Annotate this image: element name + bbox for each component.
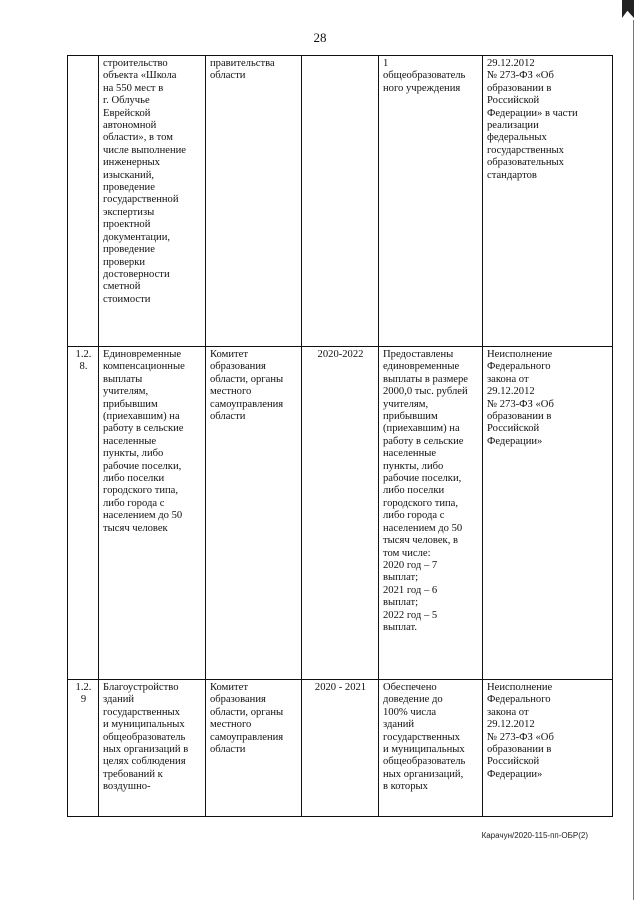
result-cell: Предоставлены единовременные выплаты в размере 2000,0 тыс. рублей учителям, прибывшим (приехавшим) на работу в сельские населенные пункты, либо рабочие поселки, либо поселки городского типа, либо города с населением до 50 тысяч человек, в том числе: 2020 год – 7 выплат; 2021 год – 6 выплат; 2022 год – 5 выплат.	[379, 347, 483, 680]
event-cell: Единовременные компенсационные выплаты учителям, прибывшим (приехавшим) на работу в сельские населенные пункты, либо рабочие поселки, либо поселки городского типа, либо города с населением до 50 тысяч человек	[99, 347, 206, 680]
table-row	[68, 56, 613, 347]
table-row	[68, 680, 613, 817]
risk-cell: 29.12.2012 № 273-ФЗ «Об образовании в Российской Федерации» в части реализации федеральных государственных образовательных стандартов	[483, 56, 613, 347]
table-row	[68, 347, 613, 680]
corner-mark	[622, 0, 634, 18]
result-cell: Обеспечено доведение до 100% числа зданий государственных и муниципальных общеобразователь ных организаций, в которых	[379, 680, 483, 817]
page-number: 28	[313, 30, 327, 45]
executor-cell: правительства области	[206, 56, 302, 347]
term-cell: 2020-2022	[302, 347, 379, 680]
risk-cell: Неисполнение Федерального закона от 29.12.2012 № 273-ФЗ «Об образовании в Российской Федерации»	[483, 347, 613, 680]
executor-cell: Комитет образования области, органы местного самоуправления области	[206, 680, 302, 817]
risk-cell: Неисполнение Федерального закона от 29.12.2012 № 273-ФЗ «Об образовании в Российской Федерации»	[483, 680, 613, 817]
row-number-cell	[68, 56, 99, 347]
measures-table	[67, 55, 613, 817]
event-cell: Благоустройство зданий государственных и муниципальных общеобразователь ных организаций в целях соблюдения требований к воздушно-	[99, 680, 206, 817]
row-number-cell: 1.2. 8.	[68, 347, 99, 680]
event-cell: строительство объекта «Школа на 550 мест в г. Облучье Еврейской автономной области», в том числе выполнение инженерных изысканий, проведение государственной экспертизы проектной документации, проведение проверки достоверности сметной стоимости	[99, 56, 206, 347]
scan-edge-line	[633, 20, 634, 900]
term-cell: 2020 - 2021	[302, 680, 379, 817]
result-cell: 1 общеобразователь ного учреждения	[379, 56, 483, 347]
executor-cell: Комитет образования области, органы местного самоуправления области	[206, 347, 302, 680]
document-code: Карачун/2020-115-пп-ОБР(2)	[481, 831, 588, 840]
term-cell	[302, 56, 379, 347]
row-number-cell: 1.2. 9	[68, 680, 99, 817]
